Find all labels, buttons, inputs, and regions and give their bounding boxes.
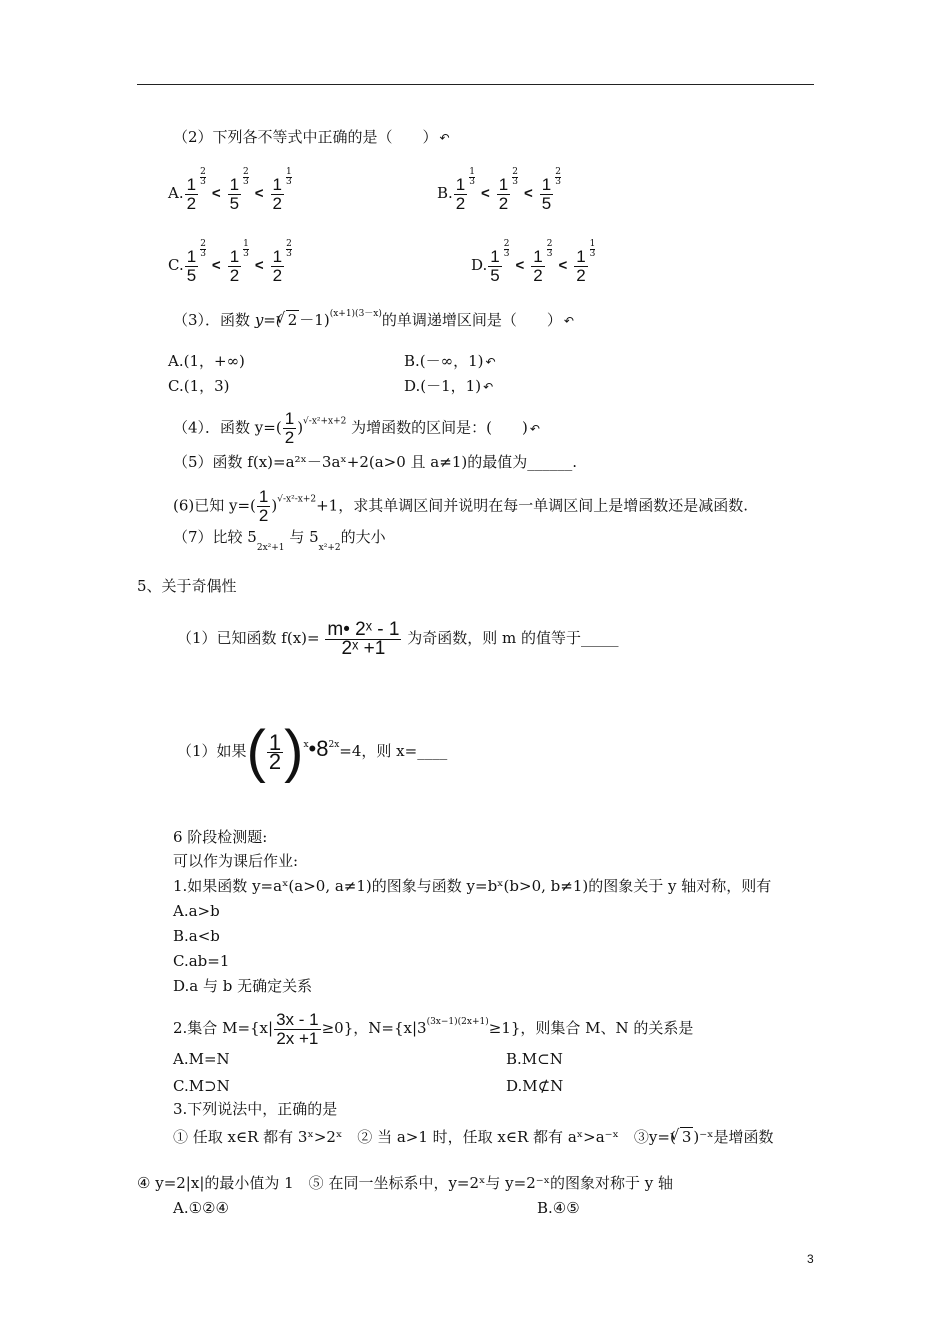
q3-post: 的单调递增区间是（ ） — [381, 311, 562, 329]
section-6-heading: 6 阶段检测题: — [173, 828, 268, 846]
q2-option-b: B. $\frac{1}{2}$ $\frac{1}{3}$ < $\frac{1}{2}$ $\frac{2}{3}$ < $\frac{1}{5}$ $\frac{2}{3}$ — [437, 167, 561, 213]
q3-sqrt: √ 2 — [286, 310, 300, 329]
question-6: (6)已知 y=( $\frac{1}{2}$ )$^{√-x^2-x+2}$+1，求其单调区间并说明在每一单调区间上是增函数还是减函数. — [173, 487, 748, 525]
s6-q3-line1: ① 任取 x∈R 都有 3ˣ>2ˣ ② 当 a>1 时，任取 x∈R 都有 aˣ>a⁻ˣ ③y=( — [173, 1128, 676, 1146]
s6-q3-statements-2: ④ y=2|x|的最小值为 1 ⑤ 在同一坐标系中，y=2ˣ与 y=2⁻ˣ的图象对称于 y 轴 — [137, 1174, 674, 1192]
q7-sub2: x²+2 — [318, 543, 341, 553]
question-7 — [173, 528, 386, 557]
q6-pre: (6)已知 y=( — [173, 496, 256, 515]
q3-option-a: A.(1，+∞) — [168, 352, 245, 370]
section-6-subheading: 可以作为课后作业: — [173, 852, 299, 870]
question-4: （4）．函数 y=( $\frac{1}{2}$ )$^{√-x^2+x+2}$ 为增函数的区间是：( ) ↶ — [173, 409, 540, 447]
q3-option-d-text: D.(－1，1) — [404, 377, 482, 395]
s6-q2-option-a: A.M=N — [173, 1050, 230, 1068]
edit-mark-icon: ↶ — [439, 131, 450, 145]
q2-option-a: A. $\frac{1}{2}$ $\frac{2}{3}$ < $\frac{1}{5}$ $\frac{2}{3}$ < $\frac{1}{2}$ $\frac{1}{3}$ — [168, 167, 292, 213]
s5-p1-denominator: 2ˣ +1 — [341, 637, 386, 659]
s6-q2-option-c: C.M⊃N — [173, 1077, 230, 1095]
q3-after: －1) — [299, 311, 330, 329]
question-2 — [173, 128, 450, 147]
q3-func: y=( — [254, 311, 282, 329]
s6-question-2 — [173, 1000, 693, 1050]
s6-question-1: 1.如果函数 y=aˣ(a>0, a≠1)的图象与函数 y=bˣ(b>0, b≠1)的图象关于 y 轴对称，则有 — [173, 877, 772, 895]
q6-post: +1，求其单调区间并说明在每一单调区间上是增函数还是减函数. — [316, 496, 748, 515]
q4-post: 为增函数的区间是：( ) — [351, 418, 528, 437]
s6-q1-option-d: D.a 与 b 无确定关系 — [173, 977, 313, 995]
q7-pre: （7）比较 5 — [173, 528, 257, 546]
page-number: 3 — [807, 1252, 814, 1266]
section-5-problem-2: （1）如果( $\frac{1}{2}$ )$^x•8^{2x}=4$，则 x=____ — [177, 719, 448, 784]
q3-option-b — [404, 352, 496, 371]
q3-option-c: C.(1，3) — [168, 377, 230, 395]
question-2-prompt: （2）下列各不等式中正确的是（ ） — [173, 128, 438, 146]
edit-mark-icon: ↶ — [529, 421, 540, 436]
s6-q3-option-a: A.①②④ — [173, 1199, 229, 1217]
s5-p2-pre: （1）如果 — [177, 742, 247, 760]
s5-p2-exp: 2x — [328, 740, 340, 750]
q3-option-d — [404, 377, 493, 396]
s5-p2-post: =4，则 x=____ — [339, 742, 448, 760]
s6-q2-tail: ≥1}，则集合 M、N 的关系是 — [488, 1019, 694, 1037]
q3-exponent: (x+1)(3－x) — [329, 309, 382, 319]
q7-post: 的大小 — [340, 528, 386, 546]
s6-q2-numerator: 3x - 1 — [276, 1009, 319, 1029]
question-3 — [173, 305, 574, 330]
q3-pre: （3）．函数 — [173, 311, 251, 329]
q6-exponent: √-x²-x+2 — [277, 494, 317, 505]
q7-sub1: 2x²+1 — [256, 543, 285, 553]
edit-mark-icon: ↶ — [483, 380, 494, 394]
s5-p1-numerator: m• 2ˣ - 1 — [327, 618, 400, 640]
s5-p1-post: 为奇函数，则 m 的值等于_____ — [407, 629, 619, 647]
header-rule — [137, 84, 814, 85]
s6-q1-option-a: A.a>b — [173, 902, 220, 920]
q3-option-b-text: B.(－∞，1) — [404, 352, 484, 370]
q4-pre: （4）．函数 y=( — [173, 418, 282, 437]
s6-q1-option-b: B.a<b — [173, 927, 220, 945]
s6-question-3: 3.下列说法中，正确的是 — [173, 1100, 338, 1118]
section-5-heading: 5、关于奇偶性 — [137, 577, 237, 595]
s6-q2-option-d: D.M⊄N — [506, 1077, 564, 1095]
s6-q1-option-c: C.ab=1 — [173, 952, 230, 970]
s6-q3-statements-1 — [173, 1127, 774, 1146]
edit-mark-icon: ↶ — [485, 355, 496, 369]
s5-p1-pre: （1）已知函数 f(x)= — [177, 629, 320, 647]
s6-q2-option-b: B.M⊂N — [506, 1050, 563, 1068]
s6-q2-denominator: 2x +1 — [276, 1028, 319, 1048]
s6-q3-sqrt: √ 3 — [680, 1127, 694, 1146]
q7-mid: 与 5 — [289, 528, 319, 546]
s6-q2-pre: 2.集合 M={x| — [173, 1019, 274, 1037]
q2-option-d: D. $\frac{1}{5}$ $\frac{2}{3}$ < $\frac{1}{2}$ $\frac{2}{3}$ < $\frac{1}{2}$ $\frac{1}{3}$ — [471, 239, 596, 285]
s6-q2-post: ≥0}，N={x|3 — [321, 1019, 427, 1037]
section-5-problem-1 — [177, 610, 618, 666]
edit-mark-icon: ↶ — [563, 314, 574, 328]
q2-option-c: C. $\frac{1}{5}$ $\frac{2}{3}$ < $\frac{1}{2}$ $\frac{1}{3}$ < $\frac{1}{2}$ $\frac{2}{3}$ — [168, 239, 292, 285]
s6-q3-line1-tail: )⁻ˣ是增函数 — [693, 1128, 774, 1146]
q4-exponent: √-x²+x+2 — [303, 416, 347, 427]
s6-q2-exp: (3x−1)(2x+1) — [426, 1017, 489, 1027]
question-5: （5）函数 f(x)=a²ˣ－3aˣ+2(a>0 且 a≠1)的最值为______. — [173, 453, 577, 471]
s6-q3-option-b: B.④⑤ — [537, 1199, 580, 1217]
s5-p2-base: •8 — [308, 736, 329, 761]
